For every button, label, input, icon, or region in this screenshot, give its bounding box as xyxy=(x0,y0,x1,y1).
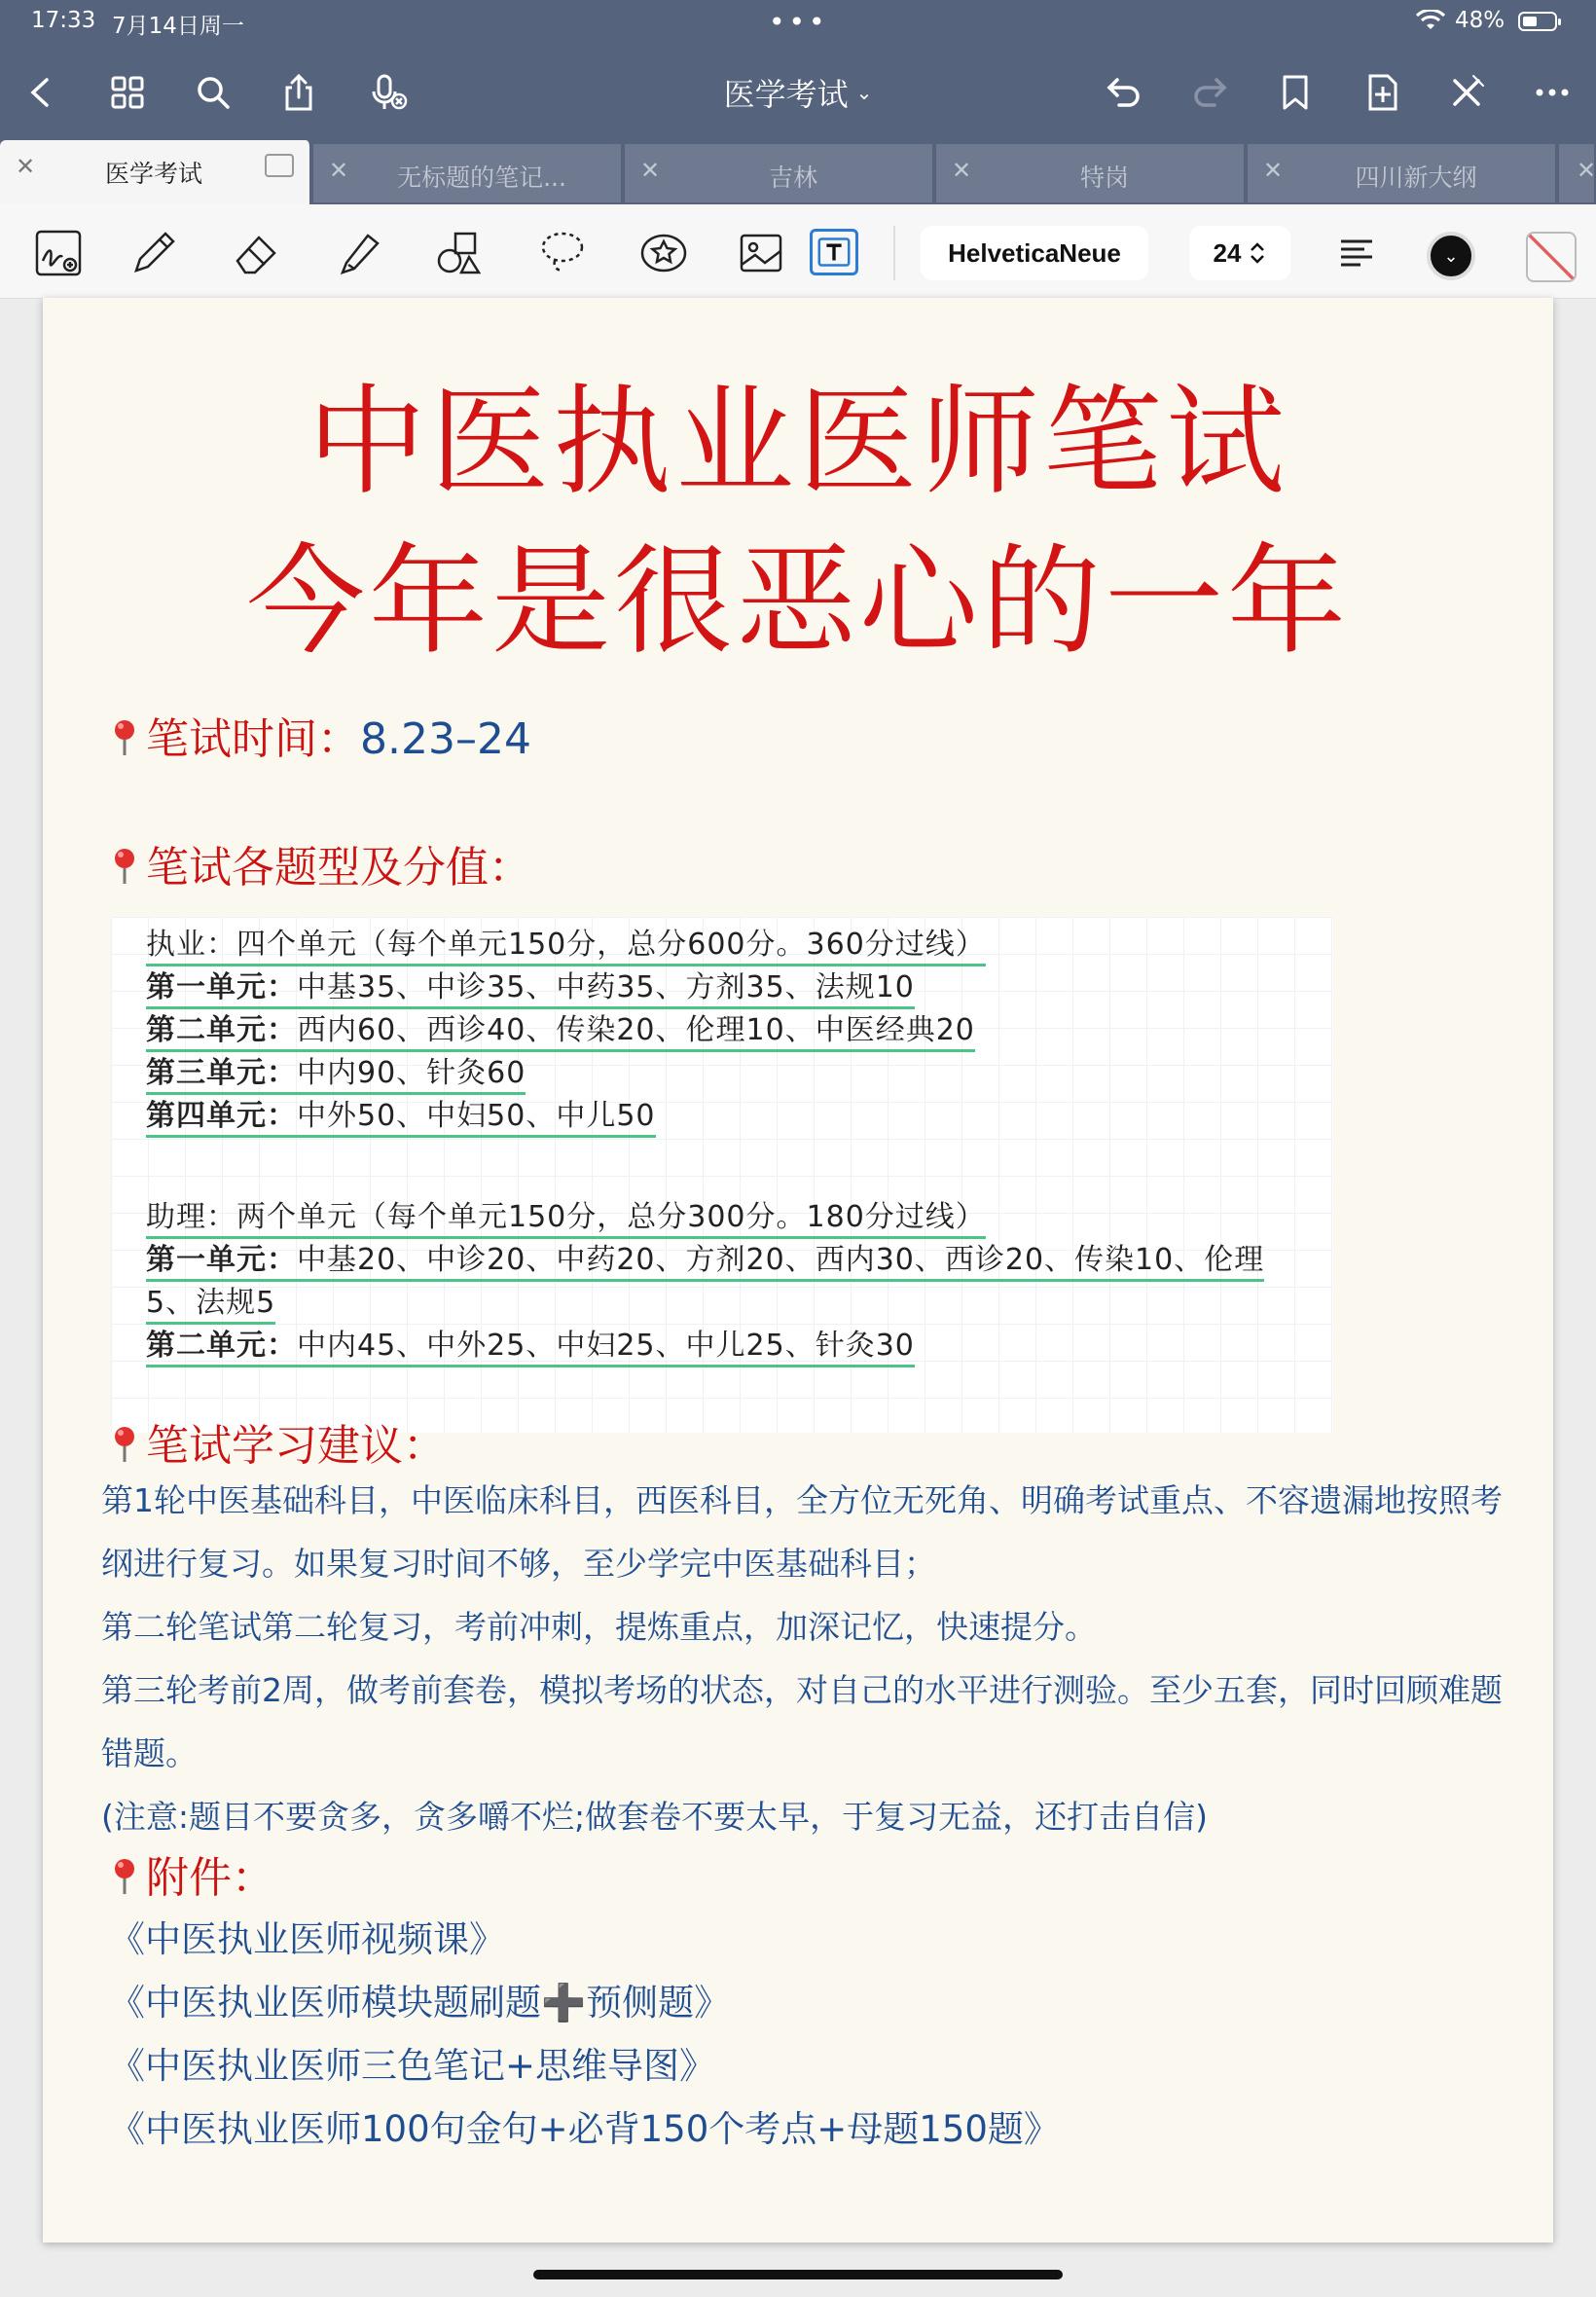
image-tool[interactable] xyxy=(734,226,788,280)
share-button[interactable] xyxy=(274,68,323,117)
unit-scores-cont: 5、法规5 xyxy=(146,1286,275,1325)
search-icon xyxy=(193,72,234,113)
redo-button[interactable] xyxy=(1185,68,1234,117)
battery-level-fill xyxy=(1523,17,1537,26)
unit-label: 第一单元： xyxy=(146,1243,297,1277)
eraser-icon xyxy=(232,228,282,278)
split-view-icon[interactable] xyxy=(265,154,294,177)
attachment-item: 《中医执业医师视频课》 xyxy=(109,1918,505,1960)
toolbar-divider xyxy=(893,226,895,280)
unit-scores: 西内60、西诊40、传染20、伦理10、中医经典20 xyxy=(297,1013,975,1047)
advice-line: 第1轮中医基础科目，中医临床科目，西医科目，全方位无死角、明确考试重点、不容遗漏地按照考 xyxy=(101,1481,1503,1519)
home-indicator[interactable] xyxy=(533,2270,1063,2279)
advice-line: 第二轮笔试第二轮复习，考前冲刺，提炼重点，加深记忆，快速提分。 xyxy=(101,1608,1097,1646)
bookmark-icon xyxy=(1275,72,1316,113)
unit-label: 第二单元： xyxy=(146,1329,297,1363)
chevron-up-down-icon xyxy=(1249,240,1266,266)
tab-item-3[interactable] xyxy=(936,144,1246,202)
unit-label: 第二单元： xyxy=(146,1013,297,1047)
advice-line: 错题。 xyxy=(101,1734,198,1772)
advice-note: (注意:题目不要贪多，贪多嚼不烂;做套卷不要太早，于复习无益，还打击自信) xyxy=(101,1798,1208,1836)
score-table-image[interactable] xyxy=(111,917,1333,1433)
page-title-line1: 中医执业医师笔试 xyxy=(308,373,1288,511)
shapes-tool[interactable] xyxy=(432,226,487,280)
tab-label: 特岗 xyxy=(1079,164,1129,192)
unit-label: 第三单元： xyxy=(146,1056,297,1090)
asst-row-1-cont xyxy=(146,1283,275,1324)
advice-line: 第三轮考前2周，做考前套卷，模拟考场的状态，对自己的水平进行测验。至少五套，同时回顾难题 xyxy=(101,1671,1503,1709)
asst-row-1 xyxy=(146,1240,1264,1281)
battery-icon xyxy=(1518,12,1557,31)
text-align-button[interactable] xyxy=(1329,226,1384,280)
page-title-line2: 今年是很恶心的一年 xyxy=(246,532,1350,671)
exam-time-label: 笔试时间： xyxy=(146,714,360,764)
font-size-stepper[interactable] xyxy=(1189,226,1290,280)
tab-label: 四川新大纲 xyxy=(1355,164,1477,192)
asst-header: 助理：两个单元（每个单元150分，总分300分。180分过线） xyxy=(146,1200,986,1239)
tab-close-icon[interactable]: ✕ xyxy=(329,157,349,184)
unit-scores: 中基20、中诊20、中药20、方剂20、西内30、西诊20、传染10、伦理 xyxy=(297,1243,1265,1277)
exec-row-3 xyxy=(146,1053,526,1094)
sticker-icon xyxy=(638,228,689,278)
tab-close-icon[interactable]: ✕ xyxy=(16,153,36,180)
unit-label: 第一单元： xyxy=(146,970,297,1004)
attachments-heading: 附件： xyxy=(146,1853,274,1903)
tab-item-1[interactable] xyxy=(313,144,623,202)
font-name-selector[interactable]: HelveticaNeue xyxy=(921,226,1148,280)
sticker-tool[interactable] xyxy=(636,226,691,280)
undo-icon xyxy=(1104,72,1144,113)
bookmark-button[interactable] xyxy=(1271,68,1320,117)
status-time: 17:33 xyxy=(31,8,96,33)
back-button[interactable] xyxy=(18,68,66,117)
exec-header-line xyxy=(146,925,986,966)
grid-icon xyxy=(107,72,148,113)
tab-bar xyxy=(0,144,1596,204)
exec-header: 执业：四个单元（每个单元150分，总分600分。360分过线） xyxy=(146,928,986,966)
pin-icon xyxy=(111,1425,138,1464)
close-tools-icon xyxy=(1446,72,1487,113)
share-icon xyxy=(278,72,319,113)
shapes-icon xyxy=(434,228,485,278)
mic-button[interactable] xyxy=(364,68,413,117)
pen-icon xyxy=(128,228,179,278)
image-icon xyxy=(736,228,786,278)
tab-close-icon[interactable]: ✕ xyxy=(1577,157,1596,184)
tab-label: 无标题的笔记... xyxy=(397,164,566,192)
undo-button[interactable] xyxy=(1100,68,1148,117)
more-icon xyxy=(1532,72,1573,113)
drawing-toolbar xyxy=(0,204,1596,299)
exam-time-value: 8.23–24 xyxy=(360,714,531,764)
advice-line: 纲进行复习。如果复习时间不够，至少学完中医基础科目； xyxy=(101,1545,936,1583)
exam-time-heading xyxy=(146,711,531,769)
tab-close-icon[interactable]: ✕ xyxy=(640,157,661,184)
asst-header-line xyxy=(146,1197,986,1238)
tab-close-icon[interactable]: ✕ xyxy=(952,157,972,184)
unit-scores: 中内90、针灸60 xyxy=(297,1056,526,1090)
notebook-title-dropdown[interactable] xyxy=(681,70,915,115)
notebook-title: 医学考试 xyxy=(723,76,849,113)
unit-label: 第四单元： xyxy=(146,1099,297,1133)
note-page[interactable] xyxy=(43,298,1553,2242)
tab-item-4[interactable] xyxy=(1248,144,1557,202)
text-tool[interactable] xyxy=(810,229,858,275)
exec-row-1 xyxy=(146,967,915,1008)
search-button[interactable] xyxy=(189,68,237,117)
top-bar xyxy=(0,0,1596,144)
wifi-icon xyxy=(1416,10,1445,31)
battery-percent: 48% xyxy=(1455,8,1505,33)
tab-label: 吉林 xyxy=(768,164,817,192)
align-left-icon xyxy=(1331,228,1382,278)
no-fill-swatch[interactable] xyxy=(1526,232,1577,282)
pen-tool[interactable] xyxy=(127,226,181,280)
text-box-icon xyxy=(813,227,855,277)
unit-scores: 中内45、中外25、中妇25、中儿25、针灸30 xyxy=(297,1329,915,1363)
exec-row-4 xyxy=(146,1096,656,1137)
back-icon xyxy=(21,72,62,113)
font-size-value: 24 xyxy=(1213,237,1242,268)
pin-icon xyxy=(111,847,138,886)
study-advice-heading: 笔试学习建议： xyxy=(146,1421,446,1471)
add-page-icon xyxy=(1362,72,1403,113)
tab-close-icon[interactable]: ✕ xyxy=(1263,157,1284,184)
question-types-heading: 笔试各题型及分值： xyxy=(146,843,531,893)
tab-label: 医学考试 xyxy=(105,160,203,188)
pin-icon xyxy=(111,1857,138,1896)
eraser-tool[interactable] xyxy=(230,226,284,280)
mic-off-icon xyxy=(368,72,409,113)
unit-scores: 中外50、中妇50、中儿50 xyxy=(297,1099,656,1133)
exec-row-2 xyxy=(146,1010,975,1051)
grid-view-button[interactable] xyxy=(103,68,152,117)
highlighter-tool[interactable] xyxy=(331,226,385,280)
status-date: 7月14日周一 xyxy=(112,14,244,39)
unit-scores: 中基35、中诊35、中药35、方剂35、法规10 xyxy=(297,970,915,1004)
tab-item-overflow[interactable] xyxy=(1559,144,1596,202)
redo-icon xyxy=(1189,72,1230,113)
attachment-item: 《中医执业医师模块题刷题➕预侧题》 xyxy=(109,1982,731,2024)
tab-item-2[interactable] xyxy=(625,144,934,202)
text-color-picker[interactable]: ⌄ xyxy=(1427,232,1475,280)
highlighter-icon xyxy=(333,228,383,278)
more-button[interactable] xyxy=(1528,68,1577,117)
tab-item-0[interactable] xyxy=(0,140,311,204)
lasso-tool[interactable] xyxy=(535,226,590,280)
chevron-down-icon: ⌄ xyxy=(855,81,873,104)
attachment-item: 《中医执业医师三色笔记+思维导图》 xyxy=(109,2045,716,2087)
close-tools-button[interactable] xyxy=(1442,68,1491,117)
multitask-dots-icon[interactable]: ••• xyxy=(769,6,829,38)
add-page-button[interactable] xyxy=(1359,68,1407,117)
asst-row-2 xyxy=(146,1326,915,1367)
attachment-item: 《中医执业医师100句金句+必背150个考点+母题150题》 xyxy=(109,2108,1060,2150)
handwriting-tool[interactable] xyxy=(31,226,86,280)
lasso-icon xyxy=(537,228,588,278)
pin-icon xyxy=(111,718,138,757)
handwriting-icon xyxy=(33,228,84,278)
